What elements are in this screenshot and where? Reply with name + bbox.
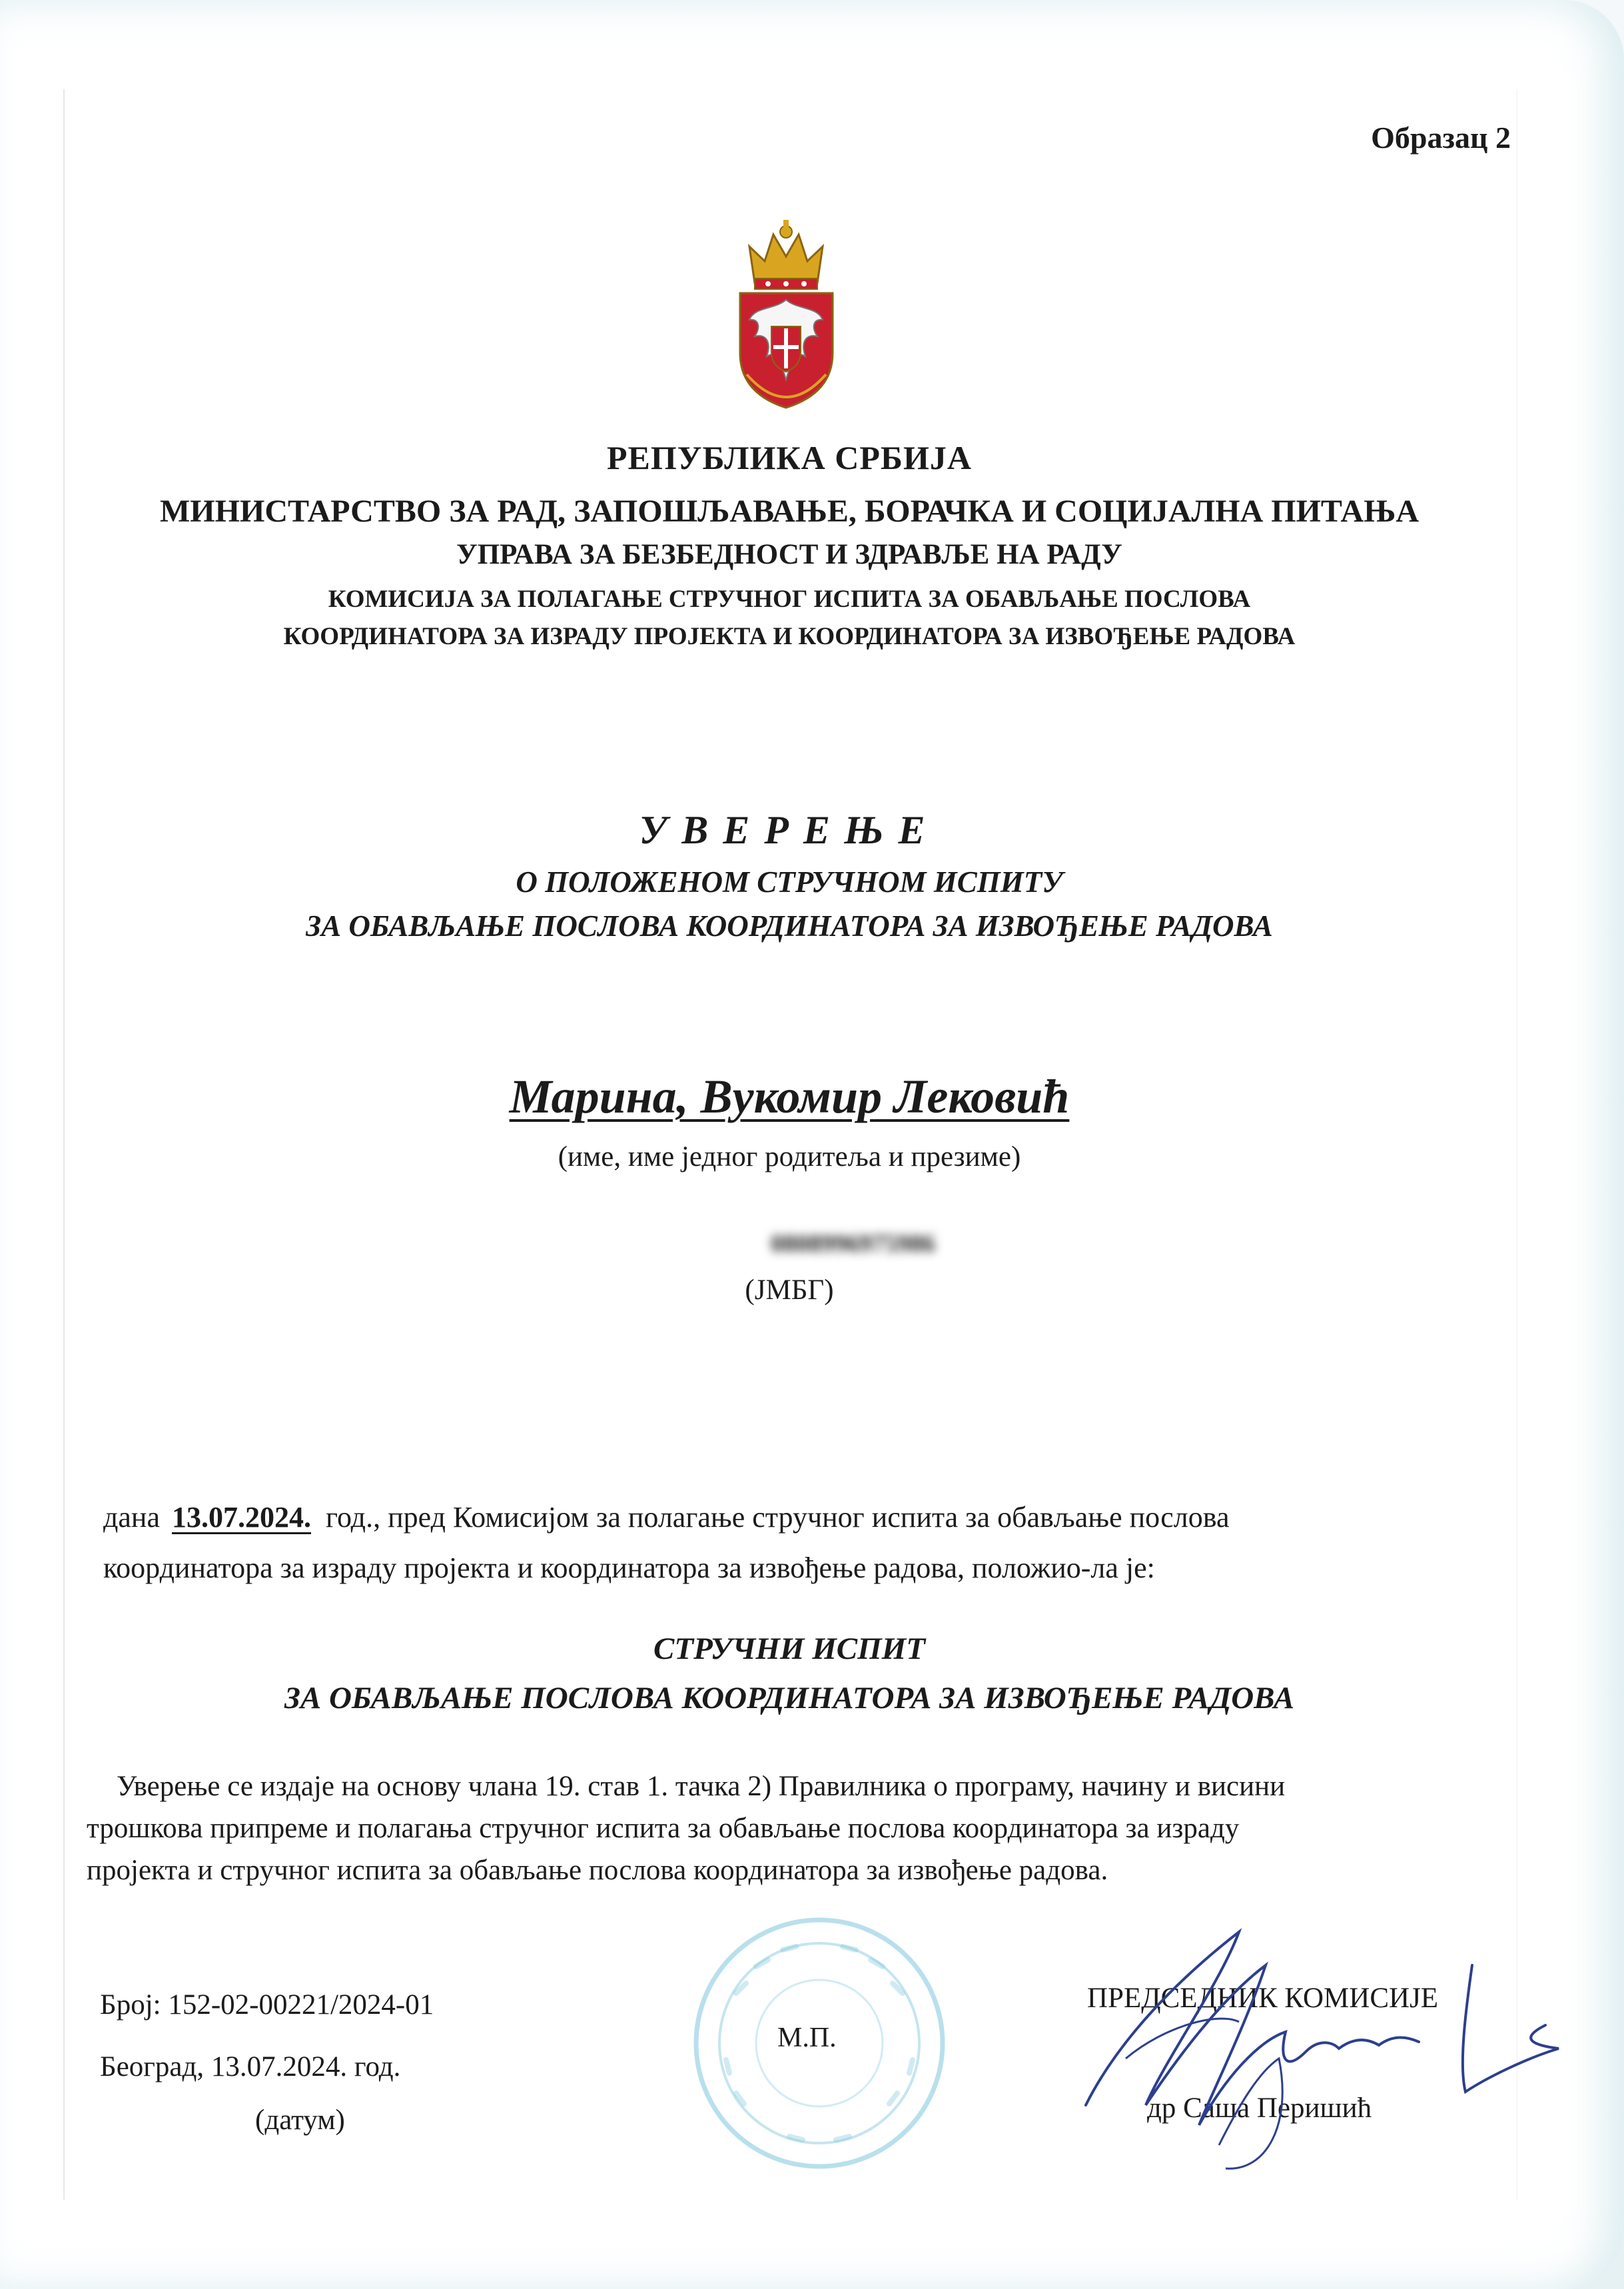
body-line2: координатора за израду пројекта и координатора за извођење радова, положио-ла је: — [103, 1552, 1155, 1584]
holder-name: Марина, Вукомир Лековић — [509, 1070, 1070, 1123]
date-caption: (датум) — [255, 2104, 345, 2136]
handwritten-signature-icon — [1066, 1905, 1572, 2185]
body-dana: дана — [103, 1501, 160, 1534]
legal-basis-line1: Уверење се издаје на основу члана 19. став 1. тачка 2) Правилника о програму, начину и висини — [117, 1771, 1286, 1802]
ministry-heading: МИНИСТАРСТВО ЗА РАД, ЗАПОШЉАВАЊЕ, БОРАЧКА И СОЦИЈАЛНА ПИТАЊА — [160, 494, 1419, 529]
serbian-coat-of-arms-icon — [735, 220, 838, 410]
commission-heading-line2: КООРДИНАТОРА ЗА ИЗРАДУ ПРОЈЕКТА И КООРДИНАТОРА ЗА ИЗВОЂЕЊЕ РАДОВА — [283, 623, 1296, 650]
commission-heading-line1: КОМИСИЈА ЗА ПОЛАГАЊЕ СТРУЧНОГ ИСПИТА ЗА ОБАВЉАЊЕ ПОСЛОВА — [328, 586, 1251, 613]
directorate-heading: УПРАВА ЗА БЕЗБЕДНОСТ И ЗДРАВЉЕ НА РАДУ — [456, 539, 1122, 570]
place-and-date: Београд, 13.07.2024. год. — [100, 2051, 401, 2082]
exam-title-line1: СТРУЧНИ ИСПИТ — [653, 1631, 925, 1666]
jmbg-caption: (ЈМБГ) — [745, 1274, 834, 1306]
legal-basis-line3: пројекта и стручног испита за обављање послова координатора за извођење радова. — [87, 1855, 1108, 1886]
president-title: ПРЕДСЕДНИК КОМИСИЈЕ — [1087, 1983, 1439, 2014]
seal-label: М.П. — [777, 2023, 837, 2053]
body-line1 — [103, 1500, 1475, 1534]
holder-name-caption: (име, име једног родитеља и презиме) — [558, 1141, 1021, 1172]
body-line1-rest: год., пред Комисијом за полагање стручног испита за обављање послова — [326, 1501, 1230, 1534]
president-name: др Саша Перишић — [1147, 2092, 1372, 2124]
jmbg-value-redacted: 0808996975986 — [771, 1230, 935, 1258]
form-label: Образац 2 — [1371, 121, 1511, 155]
certificate-subtitle-line2: ЗА ОБАВЉАЊЕ ПОСЛОВА КООРДИНАТОРА ЗА ИЗВОЂЕЊЕ РАДОВА — [306, 909, 1273, 943]
legal-basis-line2: трошкова припреме и полагања стручног испита за обављање послова координатора за израду — [87, 1813, 1240, 1844]
document-number: Број: 152-02-00221/2024-01 — [100, 1989, 434, 2021]
republic-heading: РЕПУБЛИКА СРБИЈА — [606, 439, 972, 476]
certificate-subtitle-line1: О ПОЛОЖЕНОМ СТРУЧНОМ ИСПИТУ — [516, 865, 1063, 899]
exam-date: 13.07.2024. — [172, 1501, 311, 1534]
certificate-title: УВЕРЕЊЕ — [639, 808, 940, 852]
exam-title-line2: ЗА ОБАВЉАЊЕ ПОСЛОВА КООРДИНАТОРА ЗА ИЗВОЂЕЊЕ РАДОВА — [284, 1681, 1295, 1715]
